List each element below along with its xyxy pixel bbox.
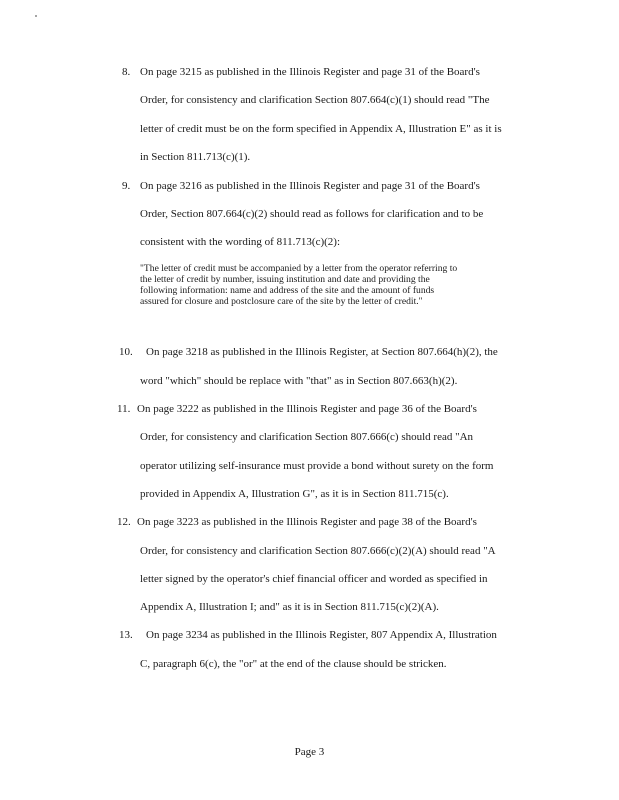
item-13-line-1: On page 3234 as published in the Illinois Register, 807 Appendix A, Illustration [146, 629, 497, 641]
item-12-line-2: Order, for consistency and clarification Section 807.666(c)(2)(A) should read "A [140, 545, 496, 557]
item-9-quote-line-2: the letter of credit by number, issuing institution and date and providing the [140, 274, 430, 285]
item-9-line-2: Order, Section 807.664(c)(2) should read as follows for clarification and to be [140, 208, 484, 220]
item-8-line-3: letter of credit must be on the form specified in Appendix A, Illustration E" as it is [140, 123, 502, 135]
item-11-line-4: provided in Appendix A, Illustration G", as it is in Section 811.715(c). [140, 488, 449, 500]
item-12-number: 12. [117, 516, 131, 528]
item-9-quote-line-3: following information: name and address of the site and the amount of funds [140, 285, 435, 296]
item-13-number: 13. [119, 629, 133, 641]
item-12-line-3: letter signed by the operator's chief financial officer and worded as specified in [140, 573, 488, 585]
item-9-line-1: On page 3216 as published in the Illinois Register and page 31 of the Board's [140, 180, 480, 192]
item-8-line-2: Order, for consistency and clarification Section 807.664(c)(1) should read "The [140, 94, 490, 106]
item-11-line-2: Order, for consistency and clarification Section 807.666(c) should read "An [140, 431, 474, 443]
item-9-line-3: consistent with the wording of 811.713(c)(2): [140, 236, 340, 248]
item-8-line-4: in Section 811.713(c)(1). [140, 151, 251, 163]
page-number: Page 3 [294, 746, 325, 758]
item-11-line-1: On page 3222 as published in the Illinois Register and page 36 of the Board's [137, 403, 477, 415]
item-11-number: 11. [117, 403, 131, 415]
item-10-number: 10. [119, 346, 133, 358]
item-10-line-2: word "which" should be replace with "that" as in Section 807.663(h)(2). [140, 375, 458, 387]
item-13-line-2: C, paragraph 6(c), the "or" at the end of the clause should be stricken. [140, 658, 447, 670]
item-12-line-1: On page 3223 as published in the Illinois Register and page 38 of the Board's [137, 516, 477, 528]
item-11-line-3: operator utilizing self-insurance must provide a bond without surety on the form [140, 460, 494, 472]
item-12-line-4: Appendix A, Illustration I; and" as it is in Section 811.715(c)(2)(A). [140, 601, 439, 613]
item-8-line-1: On page 3215 as published in the Illinois Register and page 31 of the Board's [140, 66, 480, 78]
item-8-number: 8. [122, 66, 131, 78]
item-9-quote [140, 263, 550, 307]
item-9-number: 9. [122, 180, 131, 192]
item-10-line-1: On page 3218 as published in the Illinois Register, at Section 807.664(h)(2), the [146, 346, 498, 358]
item-9-quote-line-4: assured for closure and postclosure care of the site by the letter of credit." [140, 296, 423, 307]
item-9-quote-line-1: "The letter of credit must be accompanied by a letter from the operator referring to [140, 263, 458, 274]
scan-speck [35, 15, 37, 17]
